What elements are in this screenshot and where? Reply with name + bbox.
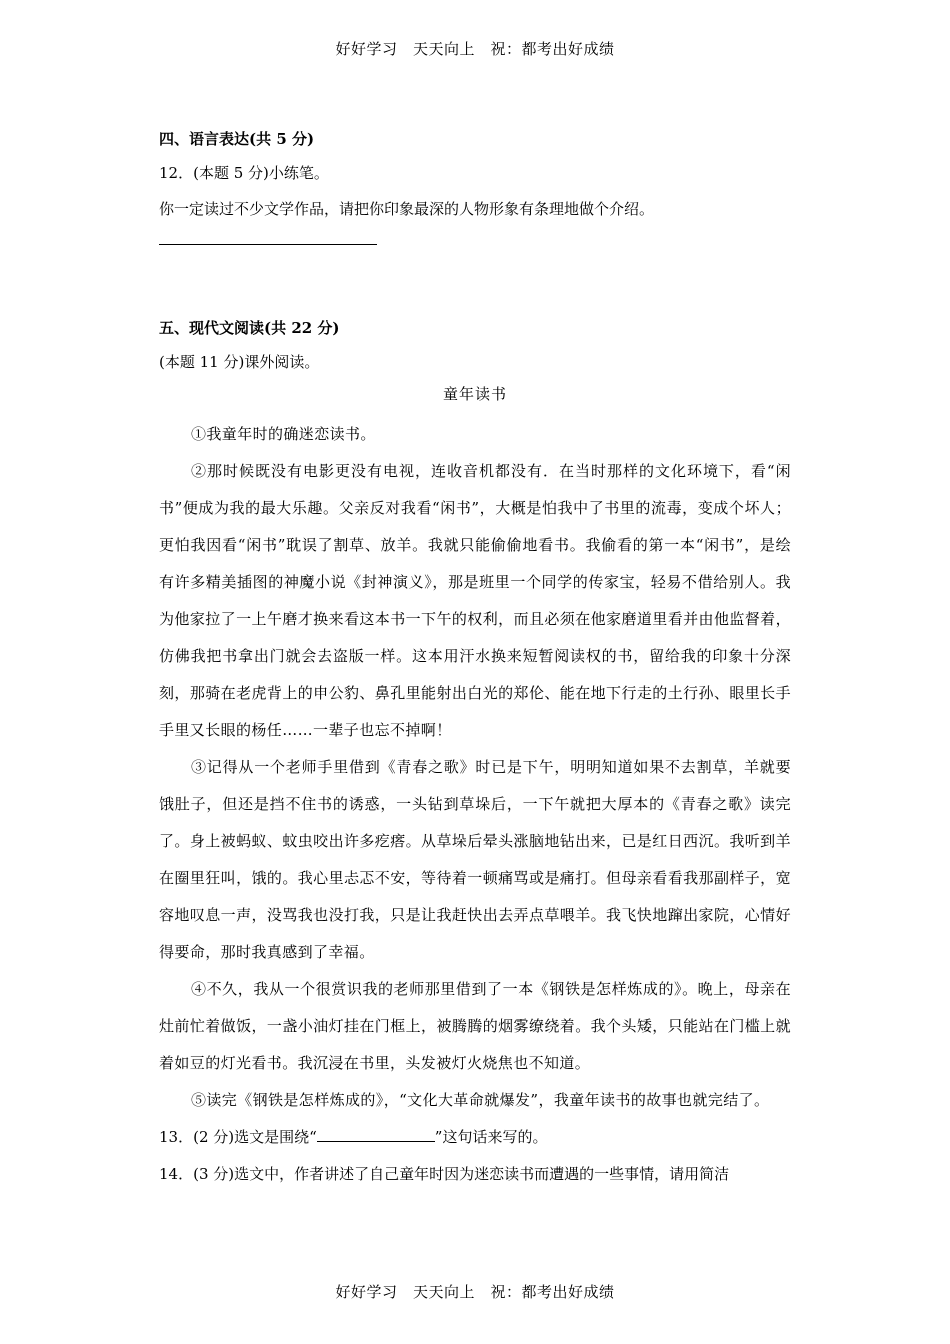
section-4-title: 四、语言表达(共 5 分) — [159, 130, 315, 148]
paragraph-1: ①我童年时的确迷恋读书。 — [191, 425, 376, 443]
page-footer: 好好学习 天天向上 祝：都考出好成绩 — [335, 1283, 615, 1301]
paragraph-5: ⑤读完《钢铁是怎样炼成的》，“文化大革命就爆发”，我童年读书的故事也就完结了。 — [191, 1091, 770, 1109]
fill-in-blank[interactable] — [317, 1125, 435, 1142]
question-12-prompt: 你一定读过不少文学作品，请把你印象最深的人物形象有条理地做个介绍。 — [159, 200, 655, 218]
question-14: 14．(3 分)选文中，作者讲述了自己童年时因为迷恋读书而遭遇的一些事情，请用简洁 — [159, 1165, 730, 1183]
section-gap — [159, 245, 791, 317]
article-title: 童年读书 — [442, 385, 507, 403]
paragraph-3: ③记得从一个老师手里借到《青春之歌》时已是下午，明明知道如果不去割草，羊就要饿肚子，但还是挡不住书的诱惑，一头钻到草垛后，一下午就把大厚本的《青春之歌》读完了。身上被蚂蚁、蚊虫咬出许多疙瘩。从草垛后晕头涨脑地钻出来，已是红日西沉。我听到羊在圈里狂叫，饿的。我心里忐忑不安，等待着一顿痛骂或是痛打。但母亲看看我那副样子，宽容地叹息一声，没骂我也没打我，只是让我赶快出去弄点草喂羊。我飞快地蹿出家院，心情好得要命，那时我真感到了幸福。 — [159, 758, 791, 961]
page-content — [159, 128, 791, 1193]
question-13-text-before: 13．(2 分)选文是围绕“ — [159, 1128, 317, 1146]
section-5-title: 五、现代文阅读(共 22 分) — [159, 319, 340, 337]
paragraph-4: ④不久，我从一个很赏识我的老师那里借到了一本《钢铁是怎样炼成的》。晚上，母亲在灶前忙着做饭，一盏小油灯挂在门框上，被腾腾的烟雾缭绕着。我个头矮，只能站在门槛上就着如豆的灯光看书。我沉浸在书里，头发被灯火烧焦也不知道。 — [159, 980, 791, 1072]
page-header: 好好学习 天天向上 祝：都考出好成绩 — [335, 40, 615, 58]
question-12-label: 12．(本题 5 分)小练笔。 — [159, 164, 329, 182]
reading-intro: (本题 11 分)课外阅读。 — [159, 353, 320, 371]
paragraph-2: ②那时候既没有电影更没有电视，连收音机都没有．在当时那样的文化环境下，看“闲书”便成为我的最大乐趣。父亲反对我看“闲书”，大概是怕我中了书里的流毒，变成个坏人；更怕我因看“闲书”耽误了割草、放羊。我就只能偷偷地看书。我偷看的第一本“闲书”，是绘有许多精美插图的神魔小说《封神演义》，那是班里一个同学的传家宝，轻易不借给别人。我为他家拉了一上午磨才换来看这本书一下午的权利，而且必须在他家磨道里看并由他监督着，仿佛我把书拿出门就会去盗版一样。这本用汗水换来短暂阅读权的书，留给我的印象十分深刻，那骑在老虎背上的申公豹、鼻孔里能射出白光的郑伦、能在地下行走的土行孙、眼里长手手里又长眼的杨任……一辈子也忘不掉啊！ — [159, 462, 791, 739]
question-13-text-after: ”这句话来写的。 — [434, 1128, 548, 1146]
question-13 — [159, 1119, 791, 1156]
